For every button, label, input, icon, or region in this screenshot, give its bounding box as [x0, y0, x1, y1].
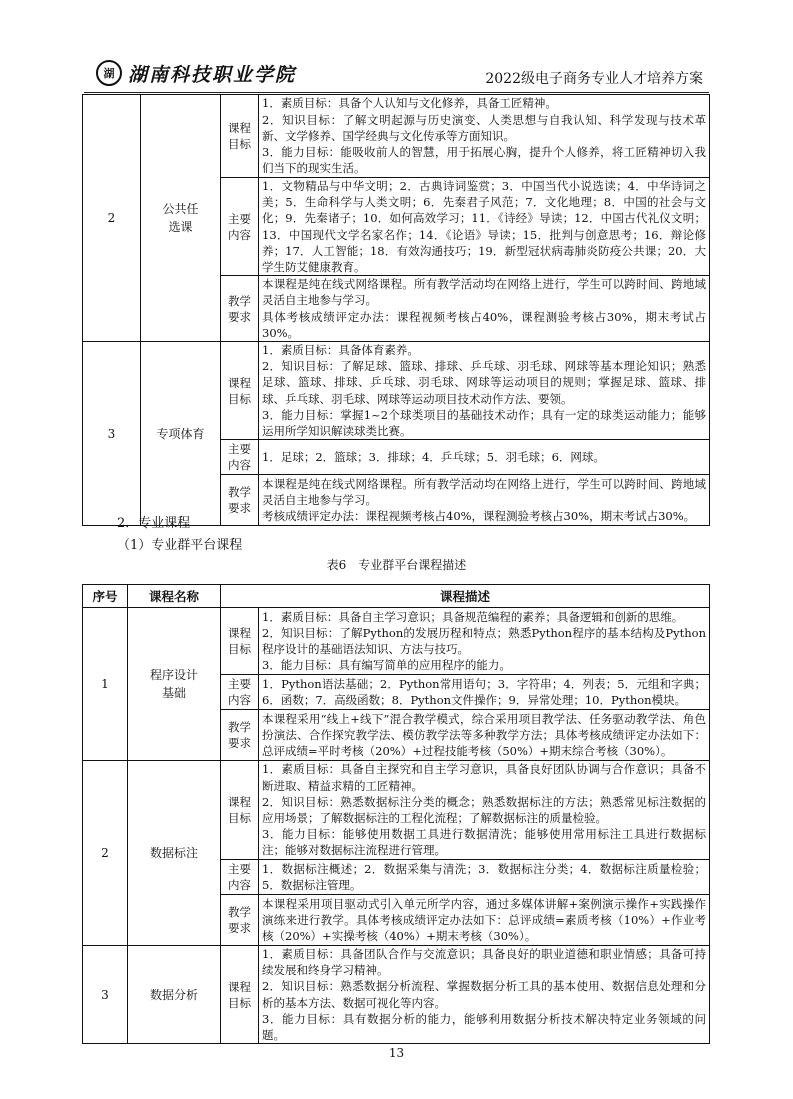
goal-text: 1．素质目标：具备团队合作与交流意识；具备良好的职业道德和职业情感；具备可持续发展和终身学习精神。: [262, 947, 706, 978]
table-row: [83, 95, 710, 178]
goal-cell: [259, 761, 710, 860]
goal-text: 1．素质目标：具备体育素养。: [262, 343, 419, 358]
school-name: 湖南科技职业学院: [128, 63, 297, 86]
goal-text: 3．能力目标：掌握1~2个球类项目的基础技术动作；具有一定的球类运动能力；能够运用所学知识解读球类比赛。: [262, 407, 706, 439]
row-number: 2: [83, 761, 128, 946]
goal-text: 2．知识目标：了解文明起源与历史演变、人类思想与自我认知、科学发现与技术革新、文学修养、国学经典与文化传承等方面知识。: [262, 112, 706, 143]
content-label: 主要内容: [221, 860, 259, 895]
course-name: 数据分析: [128, 946, 221, 1044]
content-label: 主要内容: [221, 440, 259, 475]
course-name: 专项体育: [141, 342, 221, 526]
course-name: 数据标注: [128, 761, 221, 946]
requirement-text: 本课程采用“线上+线下”混合教学模式，综合采用项目教学法、任务驱动教学法、角色扮演法、合作探究教学法、模仿教学法等多种教学方法；具体考核成绩评定办法如下：总评成绩=平时考核（20%）+过程技能考核（50%）+期末综合考核（30%）。: [259, 710, 710, 761]
goal-label: 课程目标: [221, 761, 259, 860]
requirement-text: 本课程是纯在线式网络课程。所有教学活动均在网络上进行，学生可以跨时间、跨地域灵活自主地参与学习。: [262, 476, 706, 508]
requirement-label: 教学要求: [221, 895, 259, 946]
section-heading: 2．专业课程: [117, 516, 191, 531]
table-row: [83, 946, 710, 1044]
table-header-row: [83, 585, 710, 608]
row-number: 3: [83, 342, 141, 526]
column-header-description: 课程描述: [221, 585, 710, 608]
table-caption: 表6 专业群平台课程描述: [326, 558, 467, 572]
course-name: 程序设计基础: [128, 608, 221, 761]
row-number: 2: [83, 95, 141, 342]
page-header: [84, 58, 709, 93]
requirement-text: 本课程采用项目驱动式引入单元所学内容，通过多媒体讲解+案例演示操作+实践操作演练来进行教学。具体考核成绩评定办法如下：总评成绩=素质考核（10%）+作业考核（20%）+实操考核（40%）+期末考核（30%）。: [259, 895, 710, 946]
column-header-name: 课程名称: [128, 585, 221, 608]
goal-text: 1．素质目标：具备个人认知与文化修养，具备工匠精神。: [262, 96, 557, 111]
requirement-label: 教学要求: [221, 710, 259, 761]
content-text: 1．Python语法基础；2．Python常用语句；3．字符串；4．列表；5．元组和字典；6．函数；7．高级函数；8．Python文件操作；9．异常处理；10．Python模块。: [259, 675, 710, 710]
goal-label: 课程目标: [221, 608, 259, 675]
row-number: 1: [83, 608, 128, 761]
section-subheading: （1）专业群平台课程: [117, 538, 243, 553]
requirement-cell: [259, 276, 710, 342]
requirement-text: 考核成绩评定办法：课程视频考核占40%，课程测验考核占30%，期末考试占30%。: [262, 509, 696, 524]
goal-cell: [259, 608, 710, 675]
goal-text: 3．能力目标：能够使用数据工具进行数据清洗；能够使用常用标注工具进行数据标注；能够对数据标注流程进行管理。: [262, 827, 706, 858]
column-header-number: 序号: [83, 585, 128, 608]
seal-icon: 湖: [96, 60, 122, 86]
goal-text: 3．能力目标：具有编写简单的应用程序的能力。: [262, 658, 511, 673]
content-text: 1．足球；2．篮球；3．排球；4．乒乓球；5．羽毛球；6．网球。: [259, 440, 710, 475]
goal-text: 3．能力目标：具有数据分析的能力，能够利用数据分析技术解决特定业务领域的问题。: [262, 1011, 706, 1043]
course-table-continued: [82, 94, 710, 526]
content-label: 主要内容: [221, 178, 259, 276]
goal-label: 课程目标: [221, 946, 259, 1044]
goal-text: 2．知识目标：了解Python的发展历程和特点；熟悉Python程序的基本结构及Python程序设计的基础语法知识、方法与技巧。: [262, 625, 706, 656]
row-number: 3: [83, 946, 128, 1044]
goal-text: 2．知识目标：了解足球、篮球、排球、乒乓球、羽毛球、网球等基本理论知识；熟悉足球、篮球、排球、乒乓球、羽毛球、网球等运动项目的规则；掌握足球、篮球、排球、乒乓球、羽毛球、网球等运动项目技术动作方法、要领。: [262, 359, 706, 406]
goal-text: 1．素质目标：具备自主探究和自主学习意识，具备良好团队协调与合作意识；具备不断进取、精益求精的工匠精神。: [262, 762, 706, 793]
document-title: 2022级电子商务专业人才培养方案: [485, 71, 703, 87]
goal-cell: [259, 946, 710, 1044]
content-text: 1．数据标注概述；2．数据采集与清洗；3．数据标注分类；4．数据标注质量检验；5．数据标注管理。: [259, 860, 710, 895]
goal-label: 课程目标: [221, 95, 259, 178]
school-logo: [96, 58, 296, 88]
goal-text: 1．素质目标：具备自主学习意识；具备规范编程的素养；具备逻辑和创新的思维。: [262, 609, 684, 624]
table-row: [83, 342, 710, 440]
table-row: [83, 761, 710, 860]
goal-text: 3．能力目标：能吸收前人的智慧，用于拓展心胸，提升个人修养，将工匠精神切入我们当下的现实生活。: [262, 145, 706, 176]
goal-label: 课程目标: [221, 342, 259, 440]
platform-course-table: [82, 584, 710, 1044]
content-label: 主要内容: [221, 675, 259, 710]
content-text: 1．文物精品与中华文明；2．古典诗词鉴赏；3．中国当代小说选读；4．中华诗词之美；5．生命科学与人类文明；6．先秦君子风范；7．文化地理；8．中国的社会与文化；9．先秦诸子；10．如何高效学习；11．《诗经》导读；12．中国古代礼仪文明；13．中国现代文学名家名作；14．《论语》导读；15．批判与创意思考；16．辩论修养；17．人工智能；18．有效沟通技巧；19．新型冠状病毒肺炎防疫公共课；20．大学生防艾健康教育。: [259, 178, 710, 276]
requirement-cell: [259, 475, 710, 526]
requirement-label: 教学要求: [221, 276, 259, 342]
table-row: [83, 608, 710, 675]
goal-text: 2．知识目标：熟悉数据分析流程、掌握数据分析工具的基本使用、数据信息处理和分析的基本方法、数据可视化等内容。: [262, 979, 706, 1010]
requirement-text: 具体考核成绩评定办法：课程视频考核占40%，课程测验考核占30%，期末考试占30%。: [262, 309, 706, 340]
goal-cell: [259, 95, 710, 178]
requirement-label: 教学要求: [221, 475, 259, 526]
page-number: 13: [388, 1046, 405, 1060]
goal-cell: [259, 342, 710, 440]
course-name: 公共任选课: [141, 95, 221, 342]
goal-text: 2．知识目标：熟悉数据标注分类的概念；熟悉数据标注的方法；熟悉常见标注数据的应用场景；了解数据标注的工程化流程；了解数据标注的质量检验。: [262, 794, 706, 825]
requirement-text: 本课程是纯在线式网络课程。所有教学活动均在网络上进行，学生可以跨时间、跨地域灵活自主地参与学习。: [262, 277, 706, 308]
